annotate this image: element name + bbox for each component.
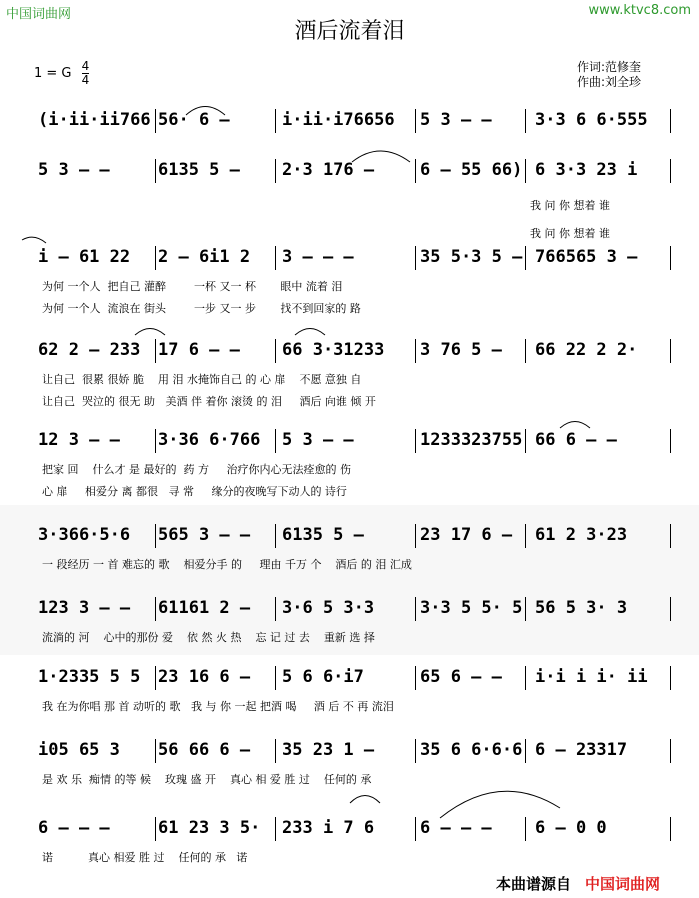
measure: (i·ii·iі766 <box>38 105 150 135</box>
measure: 3·3 6 6·555 <box>535 105 665 135</box>
measure: 766565 3 – <box>535 242 665 272</box>
key-label: 1 = G <box>34 66 72 81</box>
score-row <box>0 662 699 713</box>
score-row <box>0 155 699 240</box>
measure: 1233323755 <box>420 425 520 455</box>
measure: 123 3 – – <box>38 593 150 623</box>
score-row <box>0 735 699 786</box>
measure: 6 – 0 0 <box>535 813 665 843</box>
lyric-line: 流淌的 河 心中的那份 爱 依 然 火 热 忘 记 过 去 重新 选 择 <box>42 631 375 644</box>
measure: 6 3·3 23 i <box>535 155 665 185</box>
measure: 61161 2 – <box>158 593 270 623</box>
measure: 1·2335 5 5 <box>38 662 150 692</box>
lyric-line: 心 扉 相爱分 离 都很 寻 常 缘分的夜晚写下动人的 诗行 <box>42 485 347 498</box>
measure: 5 6 6·i7 <box>282 662 410 692</box>
key-signature <box>34 60 89 87</box>
measure: 5 3 – – <box>420 105 520 135</box>
measure: 66 22 2 2· <box>535 335 665 365</box>
measure: i – 61 22 <box>38 242 150 272</box>
measure: 61 23 3 5· <box>158 813 270 843</box>
footer-label: 本曲谱源自 <box>496 875 572 893</box>
measure: 6 – 23317 <box>535 735 665 765</box>
lyric-line: 让自己 哭泣的 很无 助 美酒 伴 着你 滚烫 的 泪 酒后 向谁 倾 开 <box>42 395 376 408</box>
lyric-line: 让自己 很累 很娇 脆 用 泪 水掩饰自己 的 心 扉 不愿 意独 自 <box>42 373 362 386</box>
score-row <box>0 520 699 571</box>
score-row <box>0 813 699 864</box>
footer-site: 中国词曲网 <box>585 875 661 893</box>
lyric-line: 把家 回 什么才 是 最好的 药 方 治疗你内心无法痊愈的 伤 <box>42 463 351 476</box>
watermark-left: 中国词曲网 <box>6 7 72 22</box>
measure: 6 – – – <box>38 813 150 843</box>
score-row <box>0 593 699 644</box>
lyric-line: 一 段经历 一 首 难忘的 歌 相爱分手 的 理由 千万 个 酒后 的 泪 汇成 <box>42 558 412 571</box>
lyric-line: 我 问 你 想着 谁 <box>530 227 610 240</box>
slur-mark <box>350 796 380 804</box>
measure: 3 – – – <box>282 242 410 272</box>
measure: 56 5 3· 3 <box>535 593 665 623</box>
lyric-line: 诺 真心 相爱 胜 过 任何的 承 诺 <box>42 851 248 864</box>
measure: 35 23 1 – <box>282 735 410 765</box>
measure: 6 – – – <box>420 813 520 843</box>
lyric-line: 为何 一个人 把自己 灌醉 一杯 又一 杯 眼中 流着 泪 <box>42 280 343 293</box>
measure: 5 3 – – <box>282 425 410 455</box>
measure: 5 3 – – <box>38 155 150 185</box>
measure: 62 2 – 233 <box>38 335 150 365</box>
measure: 23 17 6 – <box>420 520 520 550</box>
measure: 3 76 5 – <box>420 335 520 365</box>
measure: 3·366·5·6 <box>38 520 150 550</box>
time-signature <box>82 60 90 87</box>
measure: 66 3·31233 <box>282 335 410 365</box>
score-row <box>0 425 699 498</box>
measure: 17 6 – – <box>158 335 270 365</box>
measure: i·i i i· ii <box>535 662 665 692</box>
measure: 2·3 176 – <box>282 155 410 185</box>
watermark-right: www.ktvc8.com <box>588 3 691 18</box>
measure: 565 3 – – <box>158 520 270 550</box>
song-title: 酒后流着泪 <box>294 19 405 44</box>
measure: 35 5·3 5 – <box>420 242 520 272</box>
measure: 3·6 5 3·3 <box>282 593 410 623</box>
time-signature-top: 4 <box>81 59 90 73</box>
lyric-line: 我 在为你唱 那 首 动听的 歌 我 与 你 一起 把酒 喝 酒 后 不 再 流泪 <box>42 700 394 713</box>
measure: 66 6 – – <box>535 425 665 455</box>
measure: 61 2 3·23 <box>535 520 665 550</box>
measure: 6135 5 – <box>158 155 270 185</box>
lyric-line: 我 问 你 想着 谁 <box>530 199 610 212</box>
measure: 12 3 – – <box>38 425 150 455</box>
source-footer <box>496 873 660 894</box>
measure: 233 i 7 6 <box>282 813 410 843</box>
measure: 23 16 6 – <box>158 662 270 692</box>
lyric-line: 是 欢 乐 痴情 的等 候 玫瑰 盛 开 真心 相 爱 胜 过 任何的 承 <box>42 773 372 786</box>
lyricist-credit: 作词:范修奎 <box>577 60 642 74</box>
measure: 6135 5 – <box>282 520 410 550</box>
measure: 6 – 55 66) <box>420 155 520 185</box>
measure: 3·36 6·766 <box>158 425 270 455</box>
measure: 65 6 – – <box>420 662 520 692</box>
score-row <box>0 242 699 315</box>
measure: 3·3 5 5· 5 <box>420 593 520 623</box>
measure: i·ii·i76656 <box>282 105 410 135</box>
measure: 2 – 6i1 2 <box>158 242 270 272</box>
lyric-line: 为何 一个人 流浪在 街头 一步 又一 步 找不到回家的 路 <box>42 302 361 315</box>
measure: 56 66 6 – <box>158 735 270 765</box>
measure: 35 6 6·6·6 <box>420 735 520 765</box>
composer-credit: 作曲:刘全珍 <box>577 75 642 89</box>
measure: 56· 6 – <box>158 105 270 135</box>
measure: i05 65 3 <box>38 735 150 765</box>
score-row <box>0 105 699 145</box>
score-row <box>0 335 699 408</box>
time-signature-bottom: 4 <box>81 73 90 87</box>
